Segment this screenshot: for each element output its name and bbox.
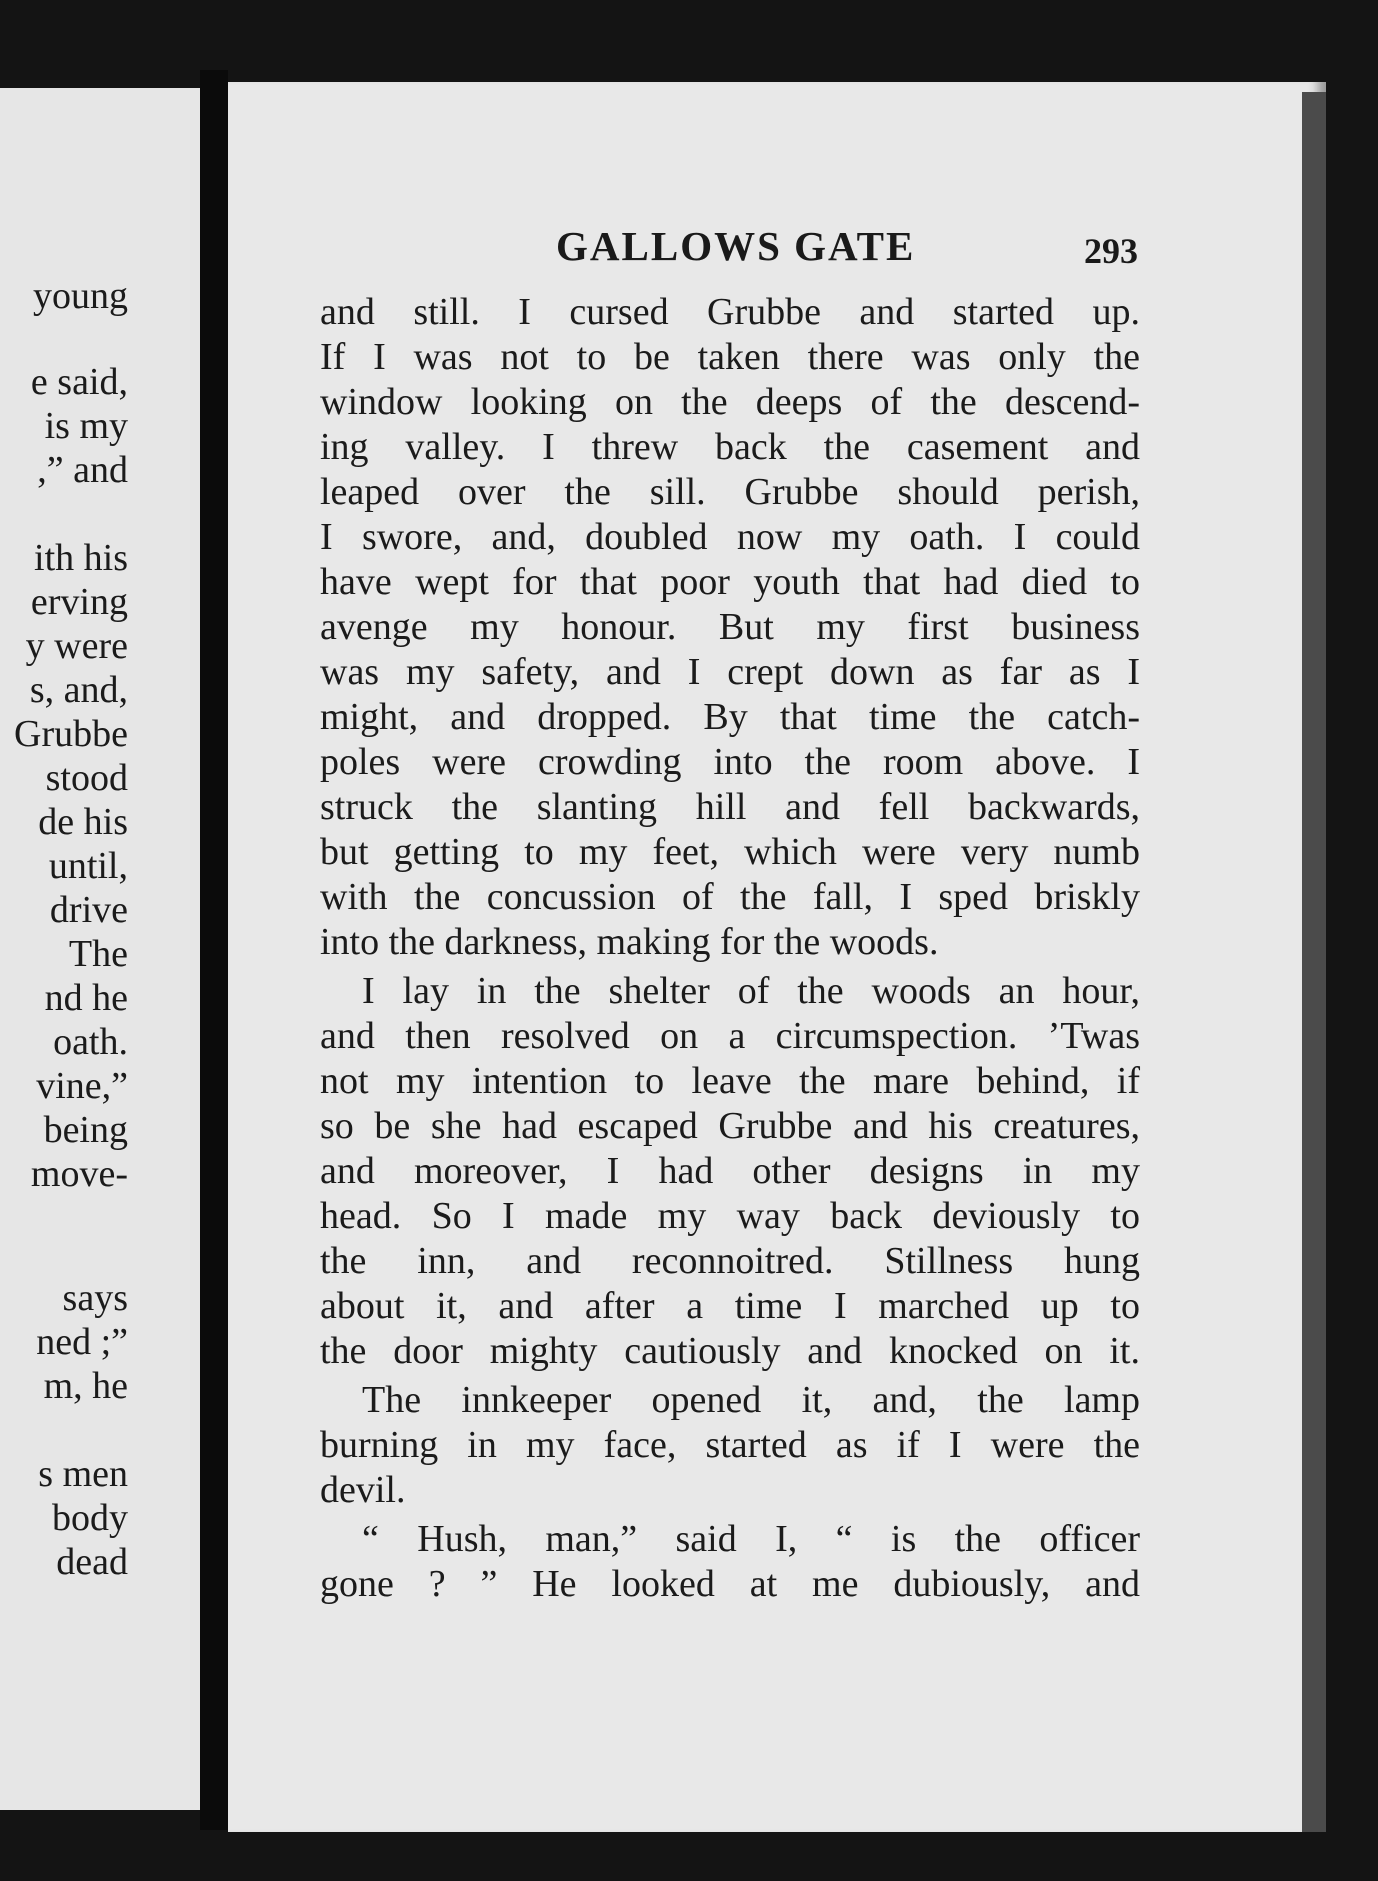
book-gutter (200, 70, 228, 1830)
left-page-line: e said, (30, 361, 128, 403)
text-line: ing valley. I threw back the casement and (320, 426, 1140, 468)
text-line: and still. I cursed Grubbe and started up. (320, 291, 1140, 333)
left-page-line: dead (56, 1541, 128, 1583)
text-line: struck the slanting hill and fell backwards, (320, 786, 1140, 828)
text-line: and then resolved on a circumspection. ’Twas (320, 1015, 1140, 1057)
left-page-line: young (33, 275, 128, 317)
text-line: not my intention to leave the mare behind, if (320, 1060, 1140, 1102)
left-page-line: drive (49, 889, 128, 931)
left-page-line: m, he (43, 1365, 128, 1407)
left-page-line: Grubbe (14, 713, 128, 755)
text-line: I lay in the shelter of the woods an hour, (362, 970, 1140, 1012)
text-line: was my safety, and I crept down as far as I (320, 651, 1140, 693)
text-line: poles were crowding into the room above. I (320, 741, 1140, 783)
text-line: but getting to my feet, which were very numb (320, 831, 1140, 873)
text-line: might, and dropped. By that time the catch- (320, 696, 1140, 738)
text-line: If I was not to be taken there was only the (320, 336, 1140, 378)
text-line: with the concussion of the fall, I sped briskly (320, 876, 1140, 918)
left-page-line: ,” and (37, 449, 128, 491)
page-number: 293 (1084, 231, 1138, 271)
text-line: devil. (320, 1469, 406, 1511)
left-page (0, 88, 200, 1810)
left-page-line: y were (25, 625, 128, 667)
left-page-line: s men (38, 1453, 128, 1495)
left-page-line: until, (48, 845, 128, 887)
left-page-line: de his (38, 801, 128, 843)
text-line: burning in my face, started as if I were the (320, 1424, 1140, 1466)
running-head: GALLOWS GATE (556, 223, 916, 269)
left-page-line: body (52, 1497, 128, 1539)
text-line: I swore, and, doubled now my oath. I could (320, 516, 1140, 558)
text-line: the door mighty cautiously and knocked on it. (320, 1330, 1140, 1372)
left-page-line: vine,” (36, 1065, 128, 1107)
text-line: head. So I made my way back deviously to (320, 1195, 1140, 1237)
left-page-line: The (68, 933, 128, 975)
left-page-line: oath. (53, 1021, 128, 1063)
text-line: the inn, and reconnoitred. Stillness hung (320, 1240, 1140, 1282)
body-text (320, 290, 1140, 1607)
left-page-line: stood (45, 757, 128, 799)
text-line: into the darkness, making for the woods. (320, 921, 939, 963)
left-page-line: move- (30, 1153, 128, 1195)
left-page-line: s, and, (29, 669, 128, 711)
text-line: “ Hush, man,” said I, “ is the officer (362, 1518, 1140, 1560)
text-line: The innkeeper opened it, and, the lamp (362, 1379, 1140, 1421)
text-line: and moreover, I had other designs in my (320, 1150, 1140, 1192)
text-line: so be she had escaped Grubbe and his creatures, (320, 1105, 1140, 1147)
left-page-line: ith his (34, 537, 128, 579)
left-page-line: is my (44, 405, 128, 447)
left-page-line: ned ;” (36, 1321, 128, 1363)
left-page-line: says (62, 1277, 128, 1319)
text-line: have wept for that poor youth that had died to (320, 561, 1140, 603)
page-edge-shadow (1302, 92, 1326, 1832)
left-page-line: erving (30, 581, 128, 623)
text-line: leaped over the sill. Grubbe should perish, (320, 471, 1140, 513)
left-page-line: being (43, 1109, 128, 1151)
left-page-line: nd he (44, 977, 128, 1019)
text-line: about it, and after a time I marched up to (320, 1285, 1140, 1327)
text-line: window looking on the deeps of the descend- (320, 381, 1140, 423)
text-line: gone ? ” He looked at me dubiously, and (320, 1563, 1140, 1605)
text-line: avenge my honour. But my first business (320, 606, 1140, 648)
